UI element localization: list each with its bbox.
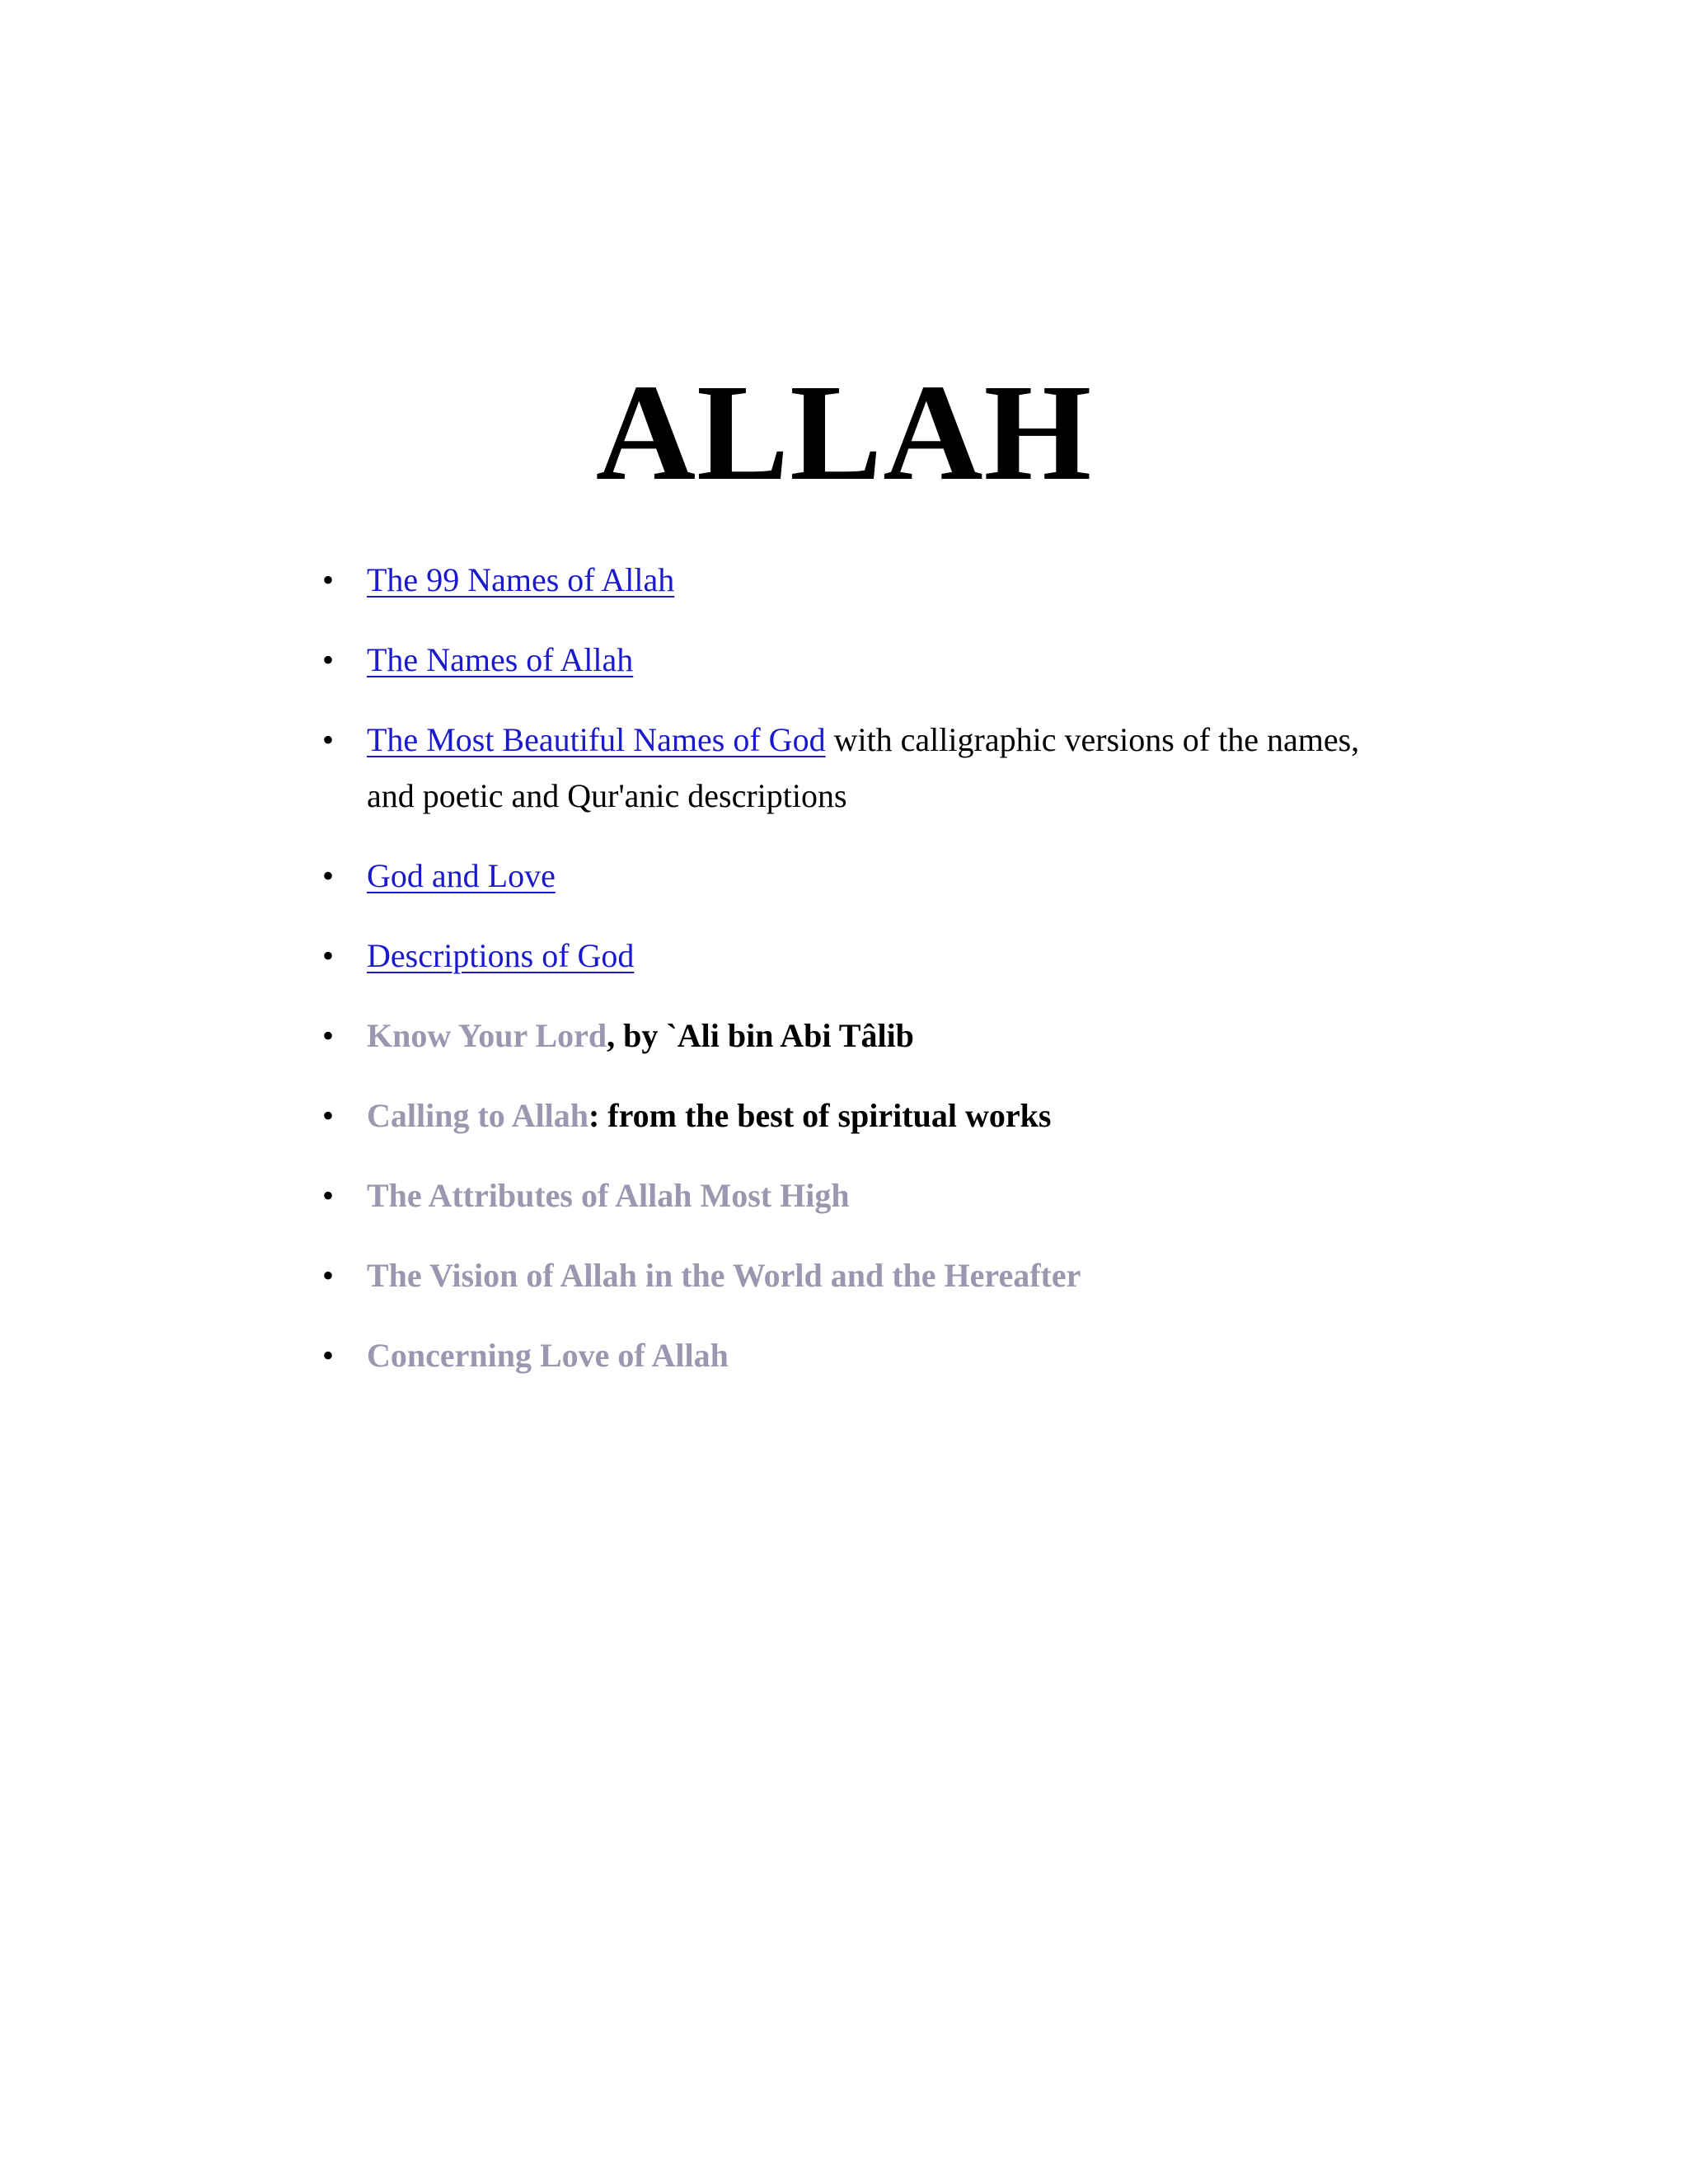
list-item <box>321 712 1405 824</box>
bullet-icon: • <box>321 857 334 894</box>
list-item <box>321 1248 1405 1304</box>
item-description: with calligraphic versions of the names, and poetic and Qur'anic descriptions <box>367 721 1360 814</box>
item-author: , by `Ali bin Abi Tâlib <box>607 1017 914 1054</box>
bullet-icon: • <box>321 561 334 598</box>
list-item <box>321 848 1405 904</box>
item-vision: The Vision of Allah in the World and the Hereafter <box>367 1257 1081 1294</box>
list-item <box>321 1328 1405 1384</box>
item-attributes: The Attributes of Allah Most High <box>367 1177 850 1214</box>
bullet-icon: • <box>321 1097 334 1134</box>
list-item <box>321 1168 1405 1224</box>
list-item <box>321 1088 1405 1144</box>
link-99-names[interactable]: The 99 Names of Allah <box>367 561 675 598</box>
bullet-icon: • <box>321 1017 334 1054</box>
bullet-icon: • <box>321 641 334 678</box>
list-item <box>321 928 1405 984</box>
page-title: ALLAH <box>595 356 1093 509</box>
item-subtitle: : from the best of spiritual works <box>588 1097 1052 1134</box>
list-item <box>321 632 1405 688</box>
bullet-icon: • <box>321 1337 334 1374</box>
link-names-of-allah[interactable]: The Names of Allah <box>367 641 634 678</box>
item-concerning-love: Concerning Love of Allah <box>367 1337 729 1374</box>
item-know-your-lord: Know Your Lord <box>367 1017 607 1054</box>
link-most-beautiful-names[interactable]: The Most Beautiful Names of God <box>367 721 826 758</box>
list-item <box>321 1008 1405 1064</box>
list-item <box>321 552 1405 608</box>
topic-list <box>321 552 1405 1408</box>
bullet-icon: • <box>321 1177 334 1214</box>
item-calling-to-allah: Calling to Allah <box>367 1097 588 1134</box>
bullet-icon: • <box>321 937 334 974</box>
link-god-and-love[interactable]: God and Love <box>367 857 556 894</box>
bullet-icon: • <box>321 721 334 758</box>
link-descriptions-of-god[interactable]: Descriptions of God <box>367 937 635 974</box>
bullet-icon: • <box>321 1257 334 1294</box>
